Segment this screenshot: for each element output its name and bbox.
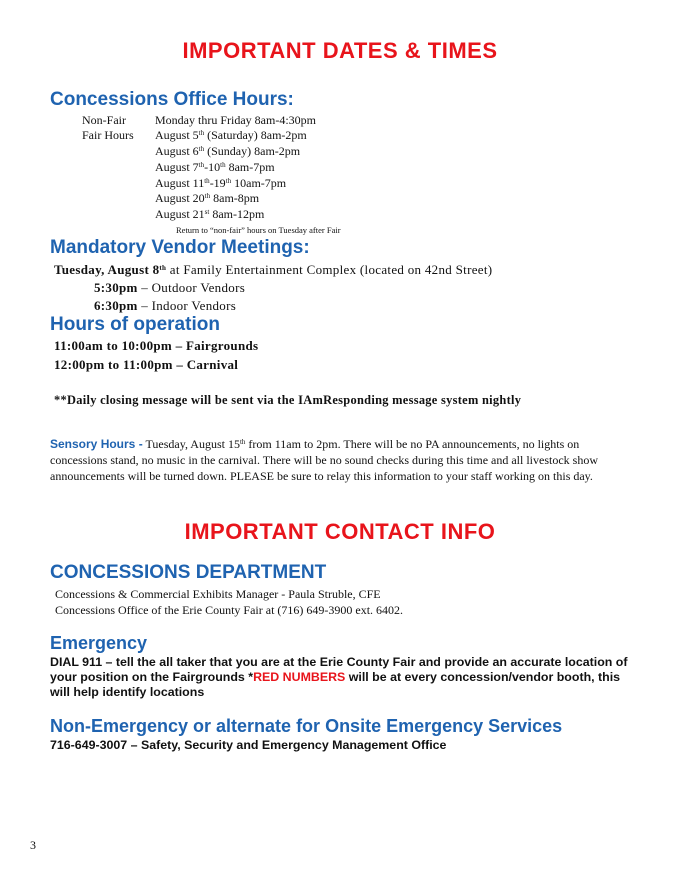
- page-title-dates: IMPORTANT DATES & TIMES: [182, 38, 498, 63]
- sensory-hours-paragraph: Sensory Hours - Tuesday, August 15th from 11am to 2pm. There will be no PA announcements, no lights on concessions stand, no music in the carnival. There will be no sound checks during this time and all livestock show announcements will be turned down. PLEASE be sure to relay this information to your staff working on this day.: [50, 437, 599, 483]
- carnival-hours: 12:00pm to 11:00pm – Carnival: [54, 357, 239, 372]
- non-emergency-heading: Non-Emergency or alternate for Onsite Emergency Services: [50, 716, 563, 736]
- fair-date-3: August 7th-10th 8am-7pm: [155, 160, 275, 174]
- nonfair-value: Monday thru Friday 8am-4:30pm: [155, 113, 316, 127]
- sensory-hours-label: Sensory Hours -: [50, 437, 143, 451]
- concessions-department-heading: CONCESSIONS DEPARTMENT: [50, 562, 327, 583]
- hours-of-operation-heading: Hours of operation: [50, 314, 220, 335]
- non-emergency-text: 716-649-3007 – Safety, Security and Emergency Management Office: [50, 738, 447, 752]
- page-title-contact: IMPORTANT CONTACT INFO: [184, 519, 496, 544]
- page-number: 3: [30, 838, 36, 852]
- manager-line: Concessions & Commercial Exhibits Manager - Paula Struble, CFE: [55, 587, 381, 601]
- meeting-indoor-line: 6:30pm – Indoor Vendors: [94, 298, 237, 313]
- red-numbers-text: RED NUMBERS: [253, 670, 346, 684]
- office-hours-heading: Concessions Office Hours:: [50, 89, 294, 110]
- closing-message: **Daily closing message will be sent via the IAmResponding message system nightly: [54, 393, 522, 407]
- emergency-text: DIAL 911 – tell the all taker that you are at the Erie County Fair and provide an accurate location of your position on the Fairgrounds *RED NUMBERS will be at every concession/vendor booth, this will help identify locations: [50, 655, 628, 699]
- vendor-meetings-heading: Mandatory Vendor Meetings:: [50, 237, 310, 258]
- office-contact-line: Concessions Office of the Erie County Fair at (716) 649-3900 ext. 6402.: [55, 603, 404, 617]
- office-hours-note: Return to “non-fair” hours on Tuesday after Fair: [176, 225, 341, 235]
- emergency-heading: Emergency: [50, 633, 148, 653]
- meeting-outdoor-line: 5:30pm – Outdoor Vendors: [94, 280, 246, 295]
- fair-date-5: August 20th 8am-8pm: [155, 191, 260, 205]
- meeting-date-line: Tuesday, August 8th at Family Entertainment Complex (located on 42nd Street): [54, 262, 493, 277]
- fair-date-1: August 5th (Saturday) 8am-2pm: [155, 128, 307, 142]
- fair-hours-label: Fair Hours: [82, 128, 134, 142]
- fair-date-6: August 21st 8am-12pm: [155, 207, 265, 221]
- fair-date-4: August 11th-19th 10am-7pm: [155, 176, 287, 190]
- fairgrounds-hours: 11:00am to 10:00pm – Fairgrounds: [54, 338, 259, 353]
- nonfair-label: Non-Fair: [82, 113, 126, 127]
- fair-date-2: August 6th (Sunday) 8am-2pm: [155, 144, 301, 158]
